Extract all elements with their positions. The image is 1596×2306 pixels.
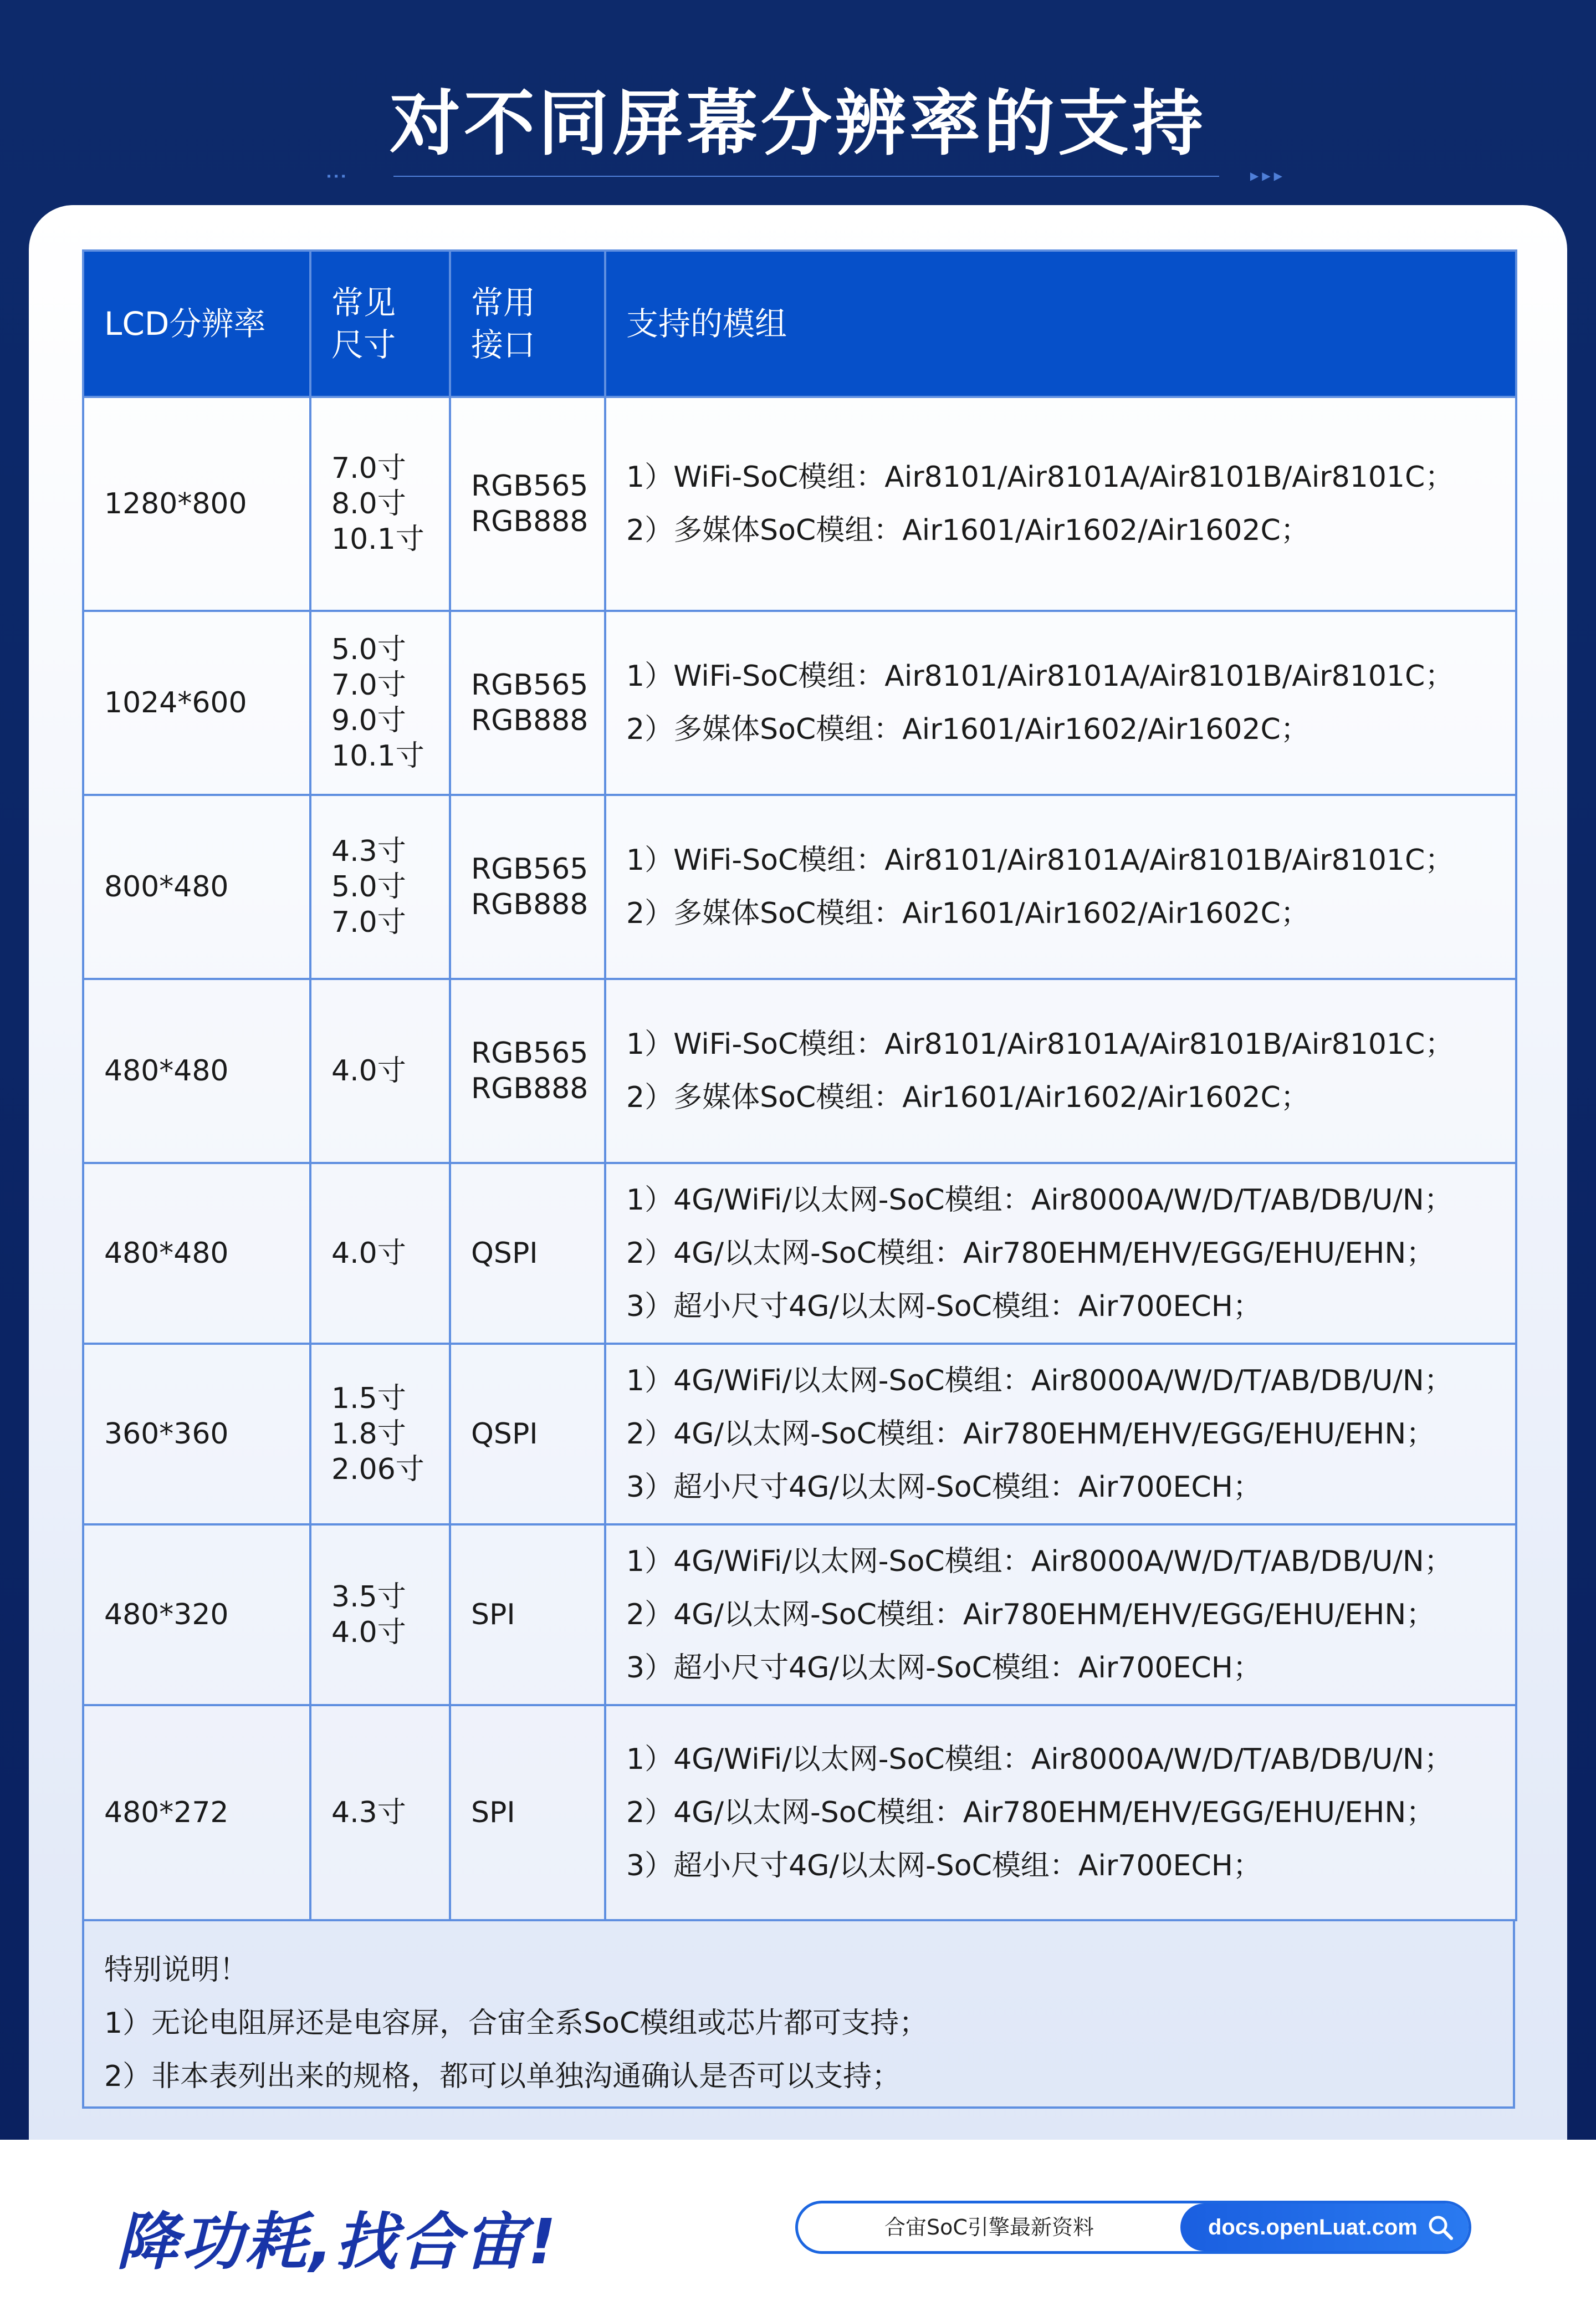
size-value: 2.06寸 [331, 1453, 424, 1486]
size-value: 7.0寸 [331, 452, 406, 485]
table-row [83, 1344, 1516, 1524]
title-divider [327, 170, 1286, 182]
cell-interfaces [450, 979, 605, 1163]
divider-dots-left: ▪▪▪ [327, 170, 349, 182]
cell-interfaces [450, 397, 605, 611]
table-row [83, 795, 1516, 979]
size-value: 7.0寸 [331, 669, 406, 702]
cell-resolution: 480*320 [83, 1524, 310, 1705]
module-line: 2）多媒体SoC模组：Air1601/Air1602/Air1602C； [626, 1081, 1309, 1114]
cell-interfaces [450, 1344, 605, 1524]
table-row [83, 1524, 1516, 1705]
module-line: 1）4G/WiFi/以太网-SoC模组：Air8000A/W/D/T/AB/DB/U/N； [626, 1743, 1453, 1776]
interface-value: RGB888 [471, 888, 589, 921]
cell-modules [605, 795, 1516, 979]
header-interface [450, 251, 605, 397]
size-value: 10.1寸 [331, 523, 424, 556]
cell-interfaces [450, 1524, 605, 1705]
module-line: 3）超小尺寸4G/以太网-SoC模组：Air700ECH； [626, 1471, 1262, 1504]
divider-dots-right: ▶▶▶ [1250, 170, 1286, 182]
module-line: 2）4G/以太网-SoC模组：Air780EHM/EHV/EGG/EHU/EHN； [626, 1417, 1435, 1451]
module-line: 1）WiFi-SoC模组：Air8101/Air8101A/Air8101B/Air8101C； [626, 660, 1454, 693]
size-value: 10.1寸 [331, 739, 424, 773]
note-item: 2）非本表列出来的规格，都可以单独沟通确认是否可以支持； [104, 2060, 901, 2093]
cell-modules [605, 1524, 1516, 1705]
cell-resolution: 800*480 [83, 795, 310, 979]
brand-slogan: 降功耗,找合宙! [116, 2206, 559, 2278]
docs-link-pill[interactable] [795, 2201, 1471, 2254]
resolution-support-table [82, 249, 1517, 1921]
module-line: 1）WiFi-SoC模组：Air8101/Air8101A/Air8101B/Air8101C； [626, 1028, 1454, 1061]
module-line: 1）WiFi-SoC模组：Air8101/Air8101A/Air8101B/Air8101C； [626, 844, 1454, 877]
size-value: 4.3寸 [331, 1796, 406, 1829]
module-line: 2）多媒体SoC模组：Air1601/Air1602/Air1602C； [626, 897, 1309, 930]
note-item: 1）无论电阻屏还是电容屏，合宙全系SoC模组或芯片都可支持； [104, 2007, 928, 2040]
cell-resolution: 480*480 [83, 1163, 310, 1344]
size-value: 4.3寸 [331, 835, 406, 868]
table-row [83, 1163, 1516, 1344]
size-value: 4.0寸 [331, 1054, 406, 1088]
module-line: 3）超小尺寸4G/以太网-SoC模组：Air700ECH； [626, 1651, 1262, 1685]
interface-value: RGB565 [471, 470, 589, 503]
cell-sizes [310, 1705, 450, 1920]
cell-interfaces [450, 1705, 605, 1920]
size-value: 1.8寸 [331, 1417, 406, 1451]
header-interface-line1: 常用 [471, 284, 536, 322]
header-size-line2: 尺寸 [331, 326, 396, 364]
size-value: 9.0寸 [331, 704, 406, 737]
table-row [83, 1705, 1516, 1920]
divider-line [393, 176, 1219, 177]
table-header-row [83, 251, 1516, 397]
interface-value: QSPI [471, 1237, 538, 1270]
module-line: 2）多媒体SoC模组：Air1601/Air1602/Air1602C； [626, 713, 1309, 746]
size-value: 5.0寸 [331, 870, 406, 904]
cell-resolution: 1024*600 [83, 611, 310, 795]
size-value: 4.0寸 [331, 1616, 406, 1649]
cell-interfaces [450, 1163, 605, 1344]
cell-resolution: 480*480 [83, 979, 310, 1163]
module-line: 1）4G/WiFi/以太网-SoC模组：Air8000A/W/D/T/AB/DB/U/N； [626, 1364, 1453, 1397]
module-line: 3）超小尺寸4G/以太网-SoC模组：Air700ECH； [626, 1290, 1262, 1323]
module-line: 3）超小尺寸4G/以太网-SoC模组：Air700ECH； [626, 1849, 1262, 1882]
cell-resolution: 1280*800 [83, 397, 310, 611]
interface-value: SPI [471, 1796, 515, 1829]
interface-value: QSPI [471, 1417, 538, 1451]
header-size-line1: 常见 [331, 284, 396, 322]
module-line: 2）多媒体SoC模组：Air1601/Air1602/Air1602C； [626, 514, 1309, 547]
size-value: 4.0寸 [331, 1237, 406, 1270]
special-notes [82, 1921, 1515, 2109]
module-line: 1）4G/WiFi/以太网-SoC模组：Air8000A/W/D/T/AB/DB/U/N； [626, 1183, 1453, 1217]
cell-interfaces [450, 795, 605, 979]
size-value: 8.0寸 [331, 487, 406, 521]
interface-value: RGB565 [471, 1037, 589, 1070]
size-value: 3.5寸 [331, 1580, 406, 1614]
table-body [83, 397, 1516, 1920]
cell-modules [605, 1344, 1516, 1524]
size-value: 5.0寸 [331, 633, 406, 666]
cell-sizes [310, 1163, 450, 1344]
cell-modules [605, 1163, 1516, 1344]
docs-url-text: docs.openLuat.com [1208, 2215, 1418, 2239]
module-line: 1）4G/WiFi/以太网-SoC模组：Air8000A/W/D/T/AB/DB/U/N； [626, 1545, 1453, 1578]
cell-sizes [310, 979, 450, 1163]
cell-modules [605, 397, 1516, 611]
interface-value: SPI [471, 1598, 515, 1631]
interface-value: RGB888 [471, 1072, 589, 1105]
cell-sizes [310, 397, 450, 611]
cell-sizes [310, 611, 450, 795]
module-line: 2）4G/以太网-SoC模组：Air780EHM/EHV/EGG/EHU/EHN； [626, 1237, 1435, 1270]
cell-sizes [310, 795, 450, 979]
table-row [83, 979, 1516, 1163]
cell-sizes [310, 1344, 450, 1524]
cell-modules [605, 1705, 1516, 1920]
interface-value: RGB888 [471, 505, 589, 538]
cell-interfaces [450, 611, 605, 795]
size-value: 7.0寸 [331, 906, 406, 939]
module-line: 2）4G/以太网-SoC模组：Air780EHM/EHV/EGG/EHU/EHN； [626, 1598, 1435, 1631]
docs-pill-label: 合宙SoC引擎最新资料 [884, 2215, 1094, 2239]
header-interface-line2: 接口 [471, 326, 536, 364]
header-resolution: LCD分辨率 [83, 251, 310, 397]
size-value: 1.5寸 [331, 1382, 406, 1415]
header-size [310, 251, 450, 397]
cell-sizes [310, 1524, 450, 1705]
notes-heading: 特别说明！ [104, 1953, 249, 1987]
cell-resolution: 360*360 [83, 1344, 310, 1524]
cell-modules [605, 979, 1516, 1163]
table-row [83, 397, 1516, 611]
table-row [83, 611, 1516, 795]
module-line: 1）WiFi-SoC模组：Air8101/Air8101A/Air8101B/Air8101C； [626, 461, 1454, 494]
cell-resolution: 480*272 [83, 1705, 310, 1920]
interface-value: RGB565 [471, 669, 589, 702]
search-icon [1426, 2213, 1454, 2241]
interface-value: RGB565 [471, 853, 589, 886]
page-title: 对不同屏幕分辨率的支持 [389, 83, 1206, 165]
module-line: 2）4G/以太网-SoC模组：Air780EHM/EHV/EGG/EHU/EHN； [626, 1796, 1435, 1829]
header-modules: 支持的模组 [605, 251, 1516, 397]
docs-url[interactable] [1180, 2203, 1469, 2251]
cell-modules [605, 611, 1516, 795]
interface-value: RGB888 [471, 704, 589, 737]
